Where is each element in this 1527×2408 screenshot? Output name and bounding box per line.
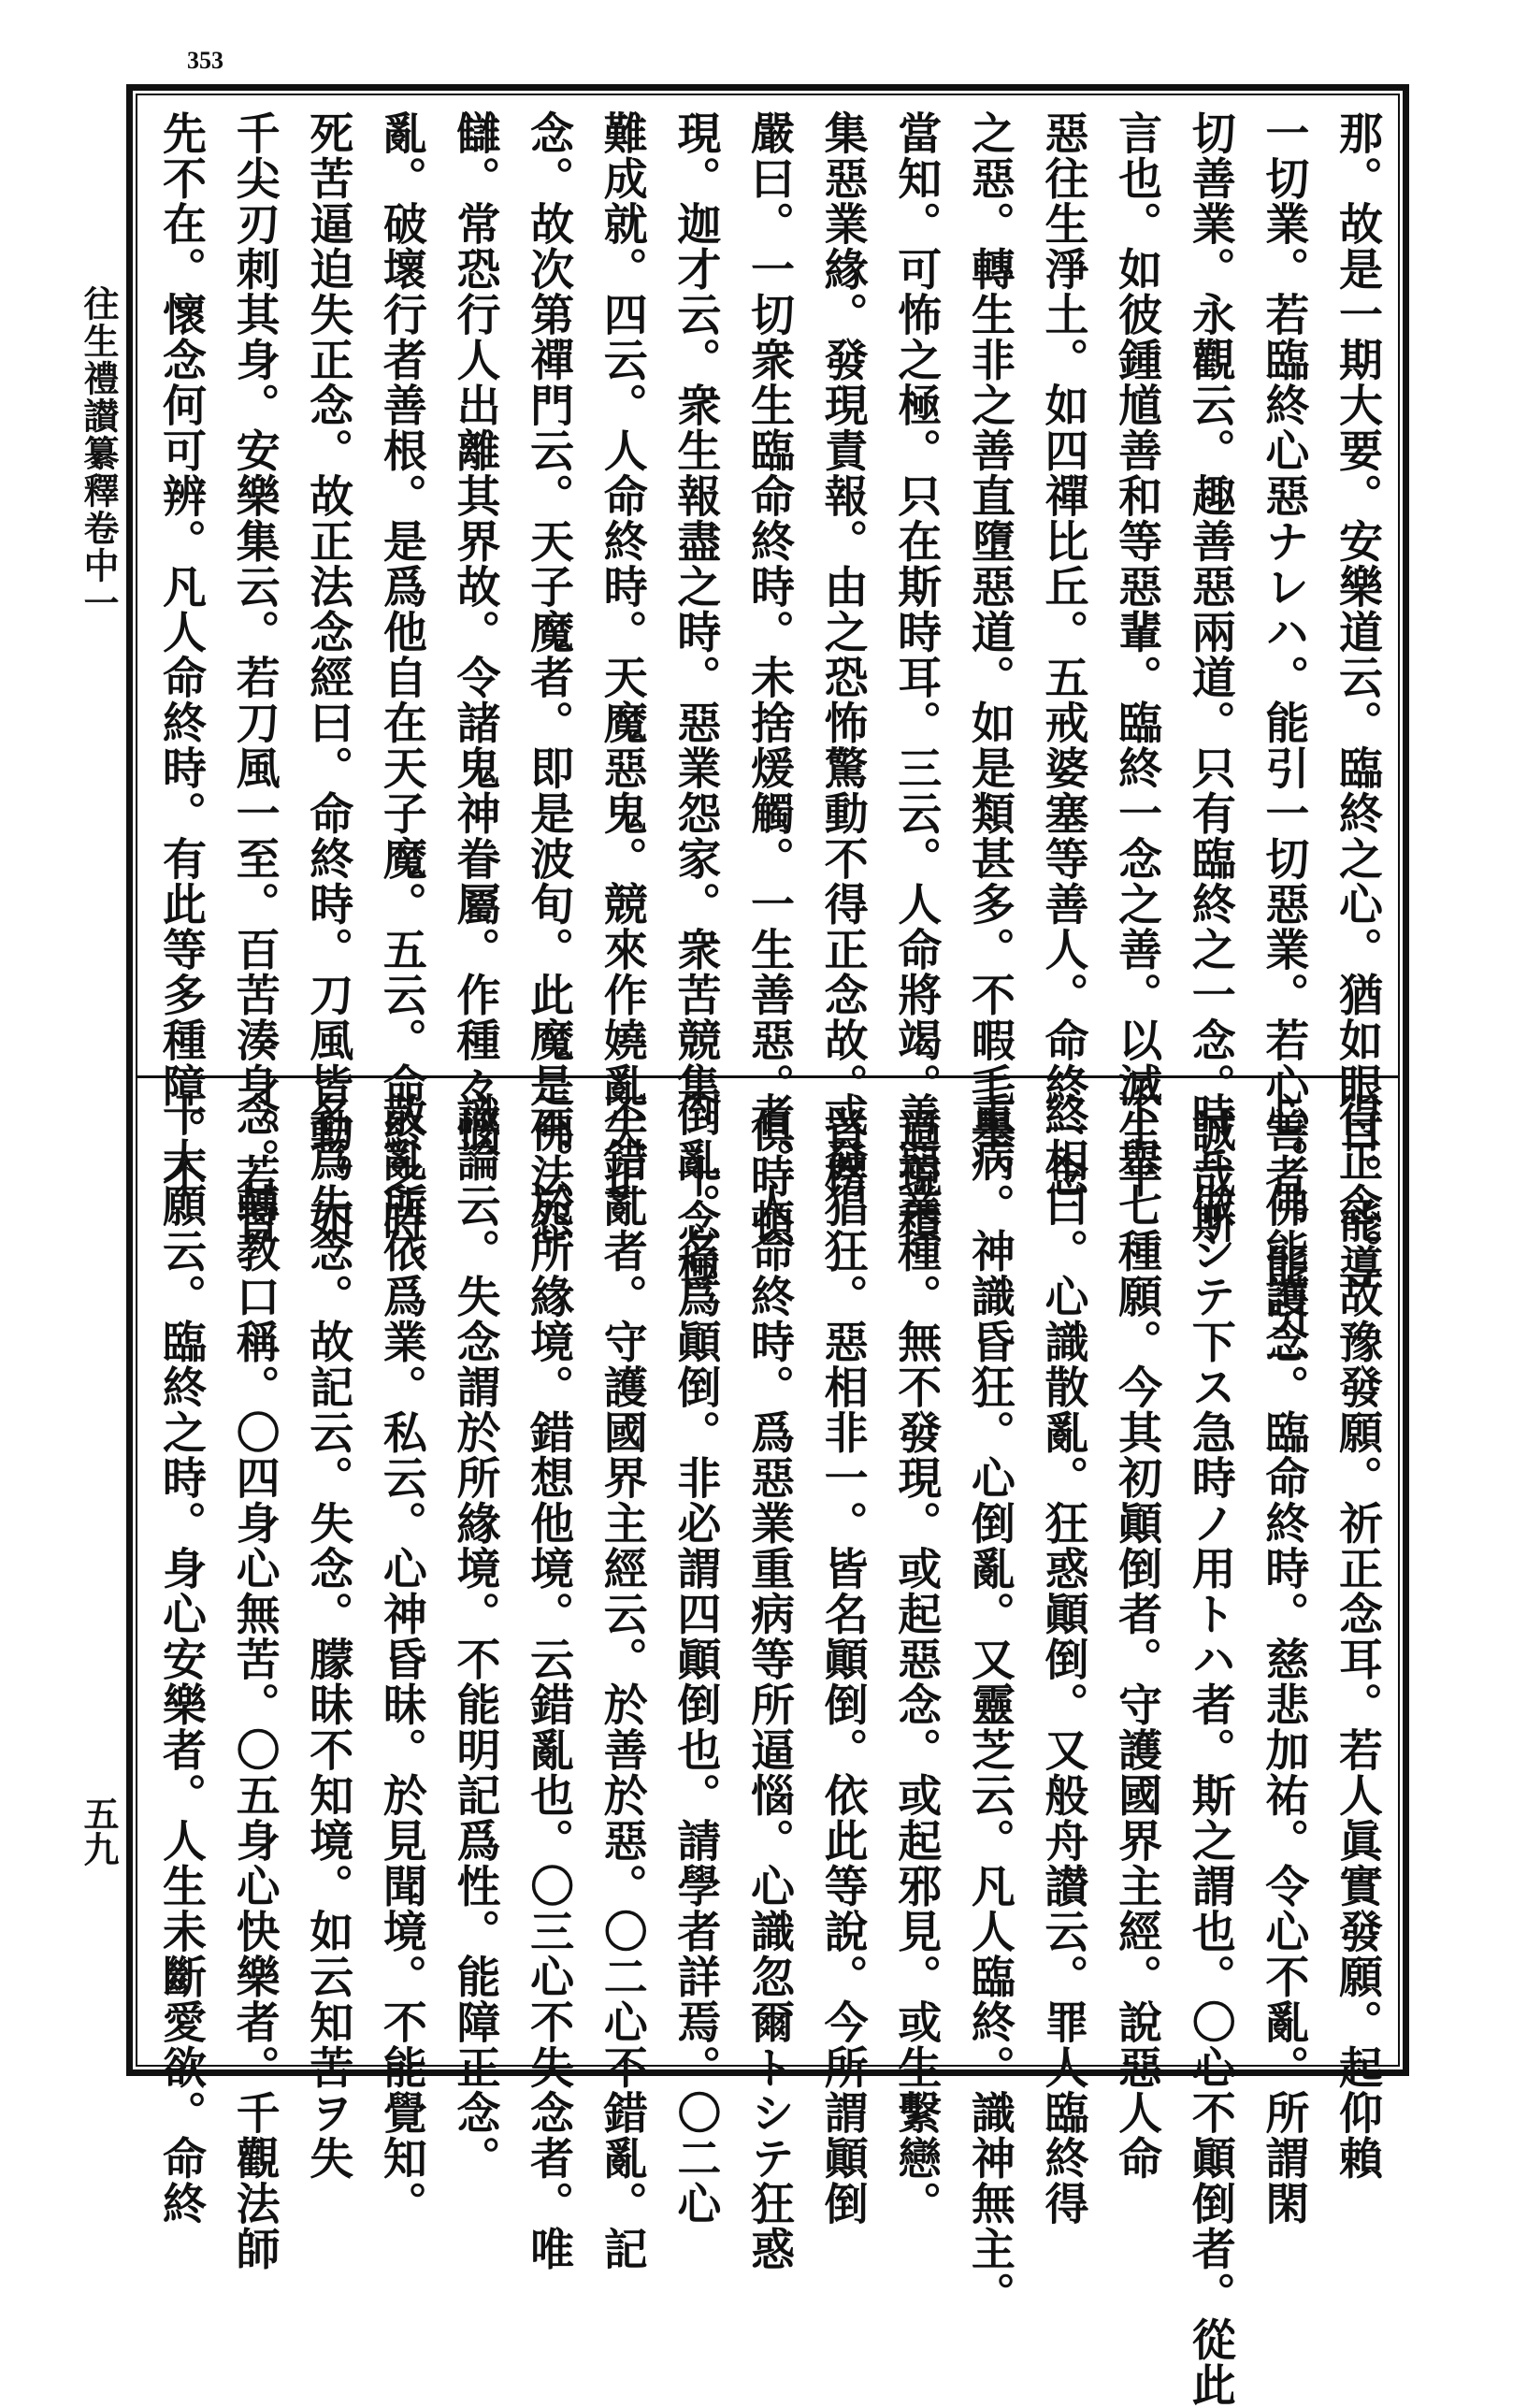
text-column: 集惡業緣。發現責報。由之恐怖驚動不得正念故。首楞 <box>816 110 869 1199</box>
text-column: 識論云。失念謂於所緣境。不能明記爲性。能障正念。 <box>449 1092 501 2181</box>
text-column: 名爲失念。故記云。失念。朦昧不知境。如云知苦ヲ失 <box>302 1092 354 2181</box>
top-text-block <box>155 110 1383 1380</box>
text-column: 不錯亂者。守護國界主經云。於善於惡。〇二心不錯亂。記 <box>596 1092 648 2271</box>
text-column: 先不在。懷念何可辨。凡人命終時。有此等多種障。不 <box>155 110 207 1199</box>
text-column: 當知。可怖之極。只在斯時耳。三云。人命將竭。過現積 <box>890 110 943 1245</box>
text-column: 念。轉教口稱。〇四身心無苦。〇五身心快樂者。千觀法師 <box>228 1092 281 2271</box>
text-column: 倒亂。名爲顚倒。非必謂四顚倒也。請學者詳焉。〇二心 <box>670 1092 722 2227</box>
text-column: 終相曰。心識散亂。狂惑顚倒。又般舟讃云。罪人臨終得 <box>1037 1092 1089 2227</box>
text-column: 念。故次第禪門云。天子魔者。即是波旬。此魔是佛法怨 <box>523 110 575 1245</box>
text-column: 或發猖狂。惡相非一。皆名顚倒。依此等說。今所謂顚倒 <box>816 1092 869 2227</box>
text-column: 一切業。若臨終心惡ナレハ。能引一切惡業。若心善者。能引一 <box>1258 110 1310 1380</box>
text-column: 下舉七種願。今其初顚倒者。守護國界主經。說惡人命 <box>1111 1092 1163 2181</box>
text-column: 心。佛能護念。臨命終時。慈悲加祐。令心不亂。所謂閑 <box>1258 1092 1310 2227</box>
bottom-text-block <box>155 1092 1383 2408</box>
text-column: 言也。如彼鍾馗善和等惡輩。臨終一念之善。以滅生平 <box>1111 110 1163 1199</box>
page-number: 353 <box>187 47 223 74</box>
margin-title: 往生禮讃纂釋卷中一 <box>78 285 120 622</box>
text-column: 切善業。永觀云。趣善惡兩道。只有臨終之一念。誠哉斯 <box>1184 110 1236 1245</box>
text-column: 之惡。轉生非之善直墮惡道。如是類甚多。不暇毛舉。 <box>963 110 1016 1199</box>
margin-page-number: 五九 <box>78 1795 120 1867</box>
text-column: 善惡業種。無不發現。或起惡念。或起邪見。或生繫戀。 <box>890 1092 943 2227</box>
text-column: 亂。破壞行者善根。是爲他自在天子魔。五云。命終之時。 <box>375 110 427 1290</box>
text-column: 得正念。故豫發願。祈正念耳。若人眞實發願。起仰賴 <box>1332 1092 1383 2181</box>
text-column: 那。故是一期大要。安樂道云。臨終之心。猶如眼目。能導 <box>1332 110 1383 1290</box>
text-column: 死苦逼迫失正念。故正法念經曰。命終時。刀風皆動。如 <box>302 110 354 1245</box>
text-column: 十大願云。臨終之時。身心安樂者。人生未斷愛欲。命終 <box>155 1092 207 2227</box>
text-column: 散亂所依爲業。私云。心神昏昧。於見聞境。不能覺知。 <box>375 1092 427 2227</box>
text-column: 惡往生淨土。如四禪比丘。五戒婆塞等善人。命終一念 <box>1037 110 1089 1199</box>
text-column: 現。迦才云。衆生報盡之時。惡業怨家。衆苦競集。十念極 <box>670 110 722 1290</box>
text-column: 難成就。四云。人命終時。天魔惡鬼。競來作嬈亂失正 <box>596 110 648 1199</box>
text-column: 云。於所緣境。錯想他境。云錯亂也。〇三心不失念者。唯 <box>523 1092 575 2271</box>
text-column: 者。人命終時。爲惡業重病等所逼惱。心識忽爾トシテ狂惑 <box>743 1092 795 2271</box>
text-column: 千尖刃刺其身。安樂集云。若刀風一至。百苦湊身。若習 <box>228 110 281 1245</box>
text-column: 時ニ做シテ下ス急時ノ用トハ者。斯之謂也。〇心不顚倒者。從此 <box>1184 1092 1236 2408</box>
text-column: 重病。神識昏狂。心倒亂。又靈芝云。凡人臨終。識神無主。 <box>963 1092 1016 2317</box>
text-column: 嚴曰。一切衆生臨命終時。未捨煖觸。一生善惡。俱時頓 <box>743 110 795 1245</box>
text-column: 讎。常恐行人出離其界故。令諸鬼神眷屬。作種々惱 <box>449 110 501 1154</box>
